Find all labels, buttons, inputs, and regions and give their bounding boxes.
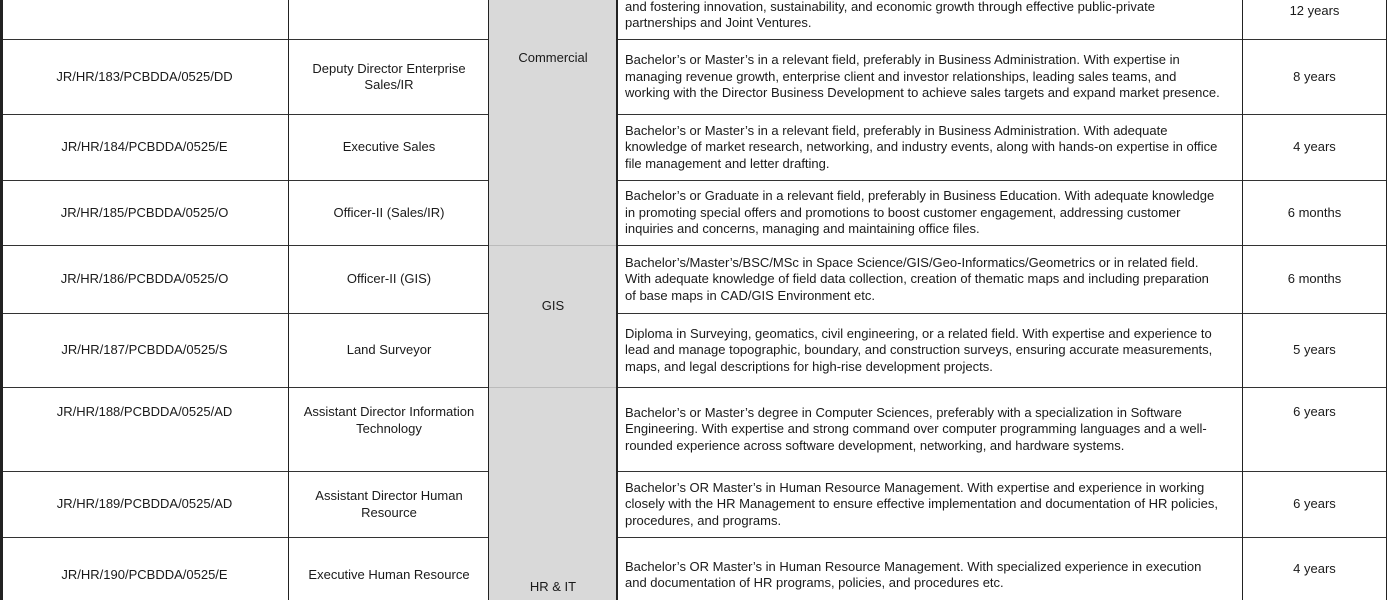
row-experience: 6 years xyxy=(1243,388,1386,472)
row-experience: 6 months xyxy=(1243,181,1386,246)
row-description: Bachelor’s OR Master’s in Human Resource Management. With specialized experience in execution and documentation of HR programs, policies, and procedures etc. xyxy=(625,558,1202,590)
table-row-partial xyxy=(0,0,489,40)
row-experience: 5 years xyxy=(1243,314,1386,388)
row-code: JR/HR/189/PCBDDA/0525/AD xyxy=(0,472,289,538)
row-code: JR/HR/187/PCBDDA/0525/S xyxy=(0,314,289,388)
department-hr-it xyxy=(489,388,617,600)
row-experience: 8 years xyxy=(1243,40,1386,115)
grid-line xyxy=(0,0,3,600)
department-label: HR & IT xyxy=(529,579,577,594)
row-description: Bachelor’s or Graduate in a relevant field, preferably in Business Education. With adequate knowledge in promoting special offers and promotions to boost customer engagement, addressing customer inquiries and concerns, managing and maintaining office files. xyxy=(617,181,1243,246)
grid-line xyxy=(1242,0,1243,600)
row-description: Bachelor’s/Master’s/BSC/MSc in Space Science/GIS/Geo-Informatics/Geometrics or in related field. With adequate knowledge of field data collection, creation of thematic maps and including preparation of base maps in CAD/GIS Environment etc. xyxy=(617,246,1243,314)
row-title: Assistant Director Information Technology xyxy=(289,388,489,472)
department-label: Commercial xyxy=(518,50,588,65)
row-title: Executive Human Resource xyxy=(308,566,470,582)
row-code: JR/HR/183/PCBDDA/0525/DD xyxy=(0,40,289,115)
row-code: JR/HR/185/PCBDDA/0525/O xyxy=(0,181,289,246)
row-code: JR/HR/184/PCBDDA/0525/E xyxy=(0,115,289,181)
row-description: and fostering innovation, sustainability, and economic growth through effective public-private partnerships and Joint Ventures. xyxy=(617,0,1243,40)
row-title: Land Surveyor xyxy=(289,314,489,388)
row-description: Diploma in Surveying, geomatics, civil engineering, or a related field. With expertise and experience to lead and manage topographic, boundary, and construction surveys, ensuring accurate measurements, maps, and legal descriptions for high-rise development projects. xyxy=(617,314,1243,388)
row-title: Deputy Director Enterprise Sales/IR xyxy=(289,40,489,115)
grid-line xyxy=(1386,0,1387,600)
department-gis xyxy=(489,246,617,388)
row-description: Bachelor’s or Master’s in a relevant field, preferably in Business Administration. With adequate knowledge of market research, networking, and industry events, along with hands-on expertise in office file management and letter drafting. xyxy=(617,115,1243,181)
row-code: JR/HR/188/PCBDDA/0525/AD xyxy=(0,388,289,472)
row-description: Bachelor’s OR Master’s in Human Resource Management. With expertise and experience in working closely with the HR Management to ensure effective implementation and documentation of HR policies, procedures, and programs. xyxy=(617,472,1243,538)
row-title: Executive Sales xyxy=(289,115,489,181)
row-experience: 6 years xyxy=(1243,472,1386,538)
row-code: JR/HR/186/PCBDDA/0525/O xyxy=(0,246,289,314)
row-title: Officer-II (GIS) xyxy=(289,246,489,314)
grid-line xyxy=(616,0,618,600)
department-label: GIS xyxy=(541,298,565,313)
row-description: Bachelor’s or Master’s degree in Computer Sciences, preferably with a specialization in Software Engineering. With expertise and strong command over computer programming languages and a well-rounded experience across software development, networking, and hardware systems. xyxy=(617,388,1243,472)
row-title: Assistant Director Human Resource xyxy=(289,472,489,538)
row-description: Bachelor’s or Master’s in a relevant field, preferably in Business Administration. With expertise in managing revenue growth, enterprise client and investor relationships, leading sales teams, and working with the Director Business Development to achieve sales targets and expand market presence. xyxy=(617,40,1243,115)
row-experience: 4 years xyxy=(1293,560,1336,576)
grid-line xyxy=(288,0,289,600)
row-experience: 12 years xyxy=(1243,0,1386,40)
grid-line xyxy=(488,0,489,600)
row-title: Officer-II (Sales/IR) xyxy=(289,181,489,246)
row-experience: 4 years xyxy=(1243,115,1386,181)
row-code: JR/HR/190/PCBDDA/0525/E xyxy=(61,566,228,582)
row-experience: 6 months xyxy=(1243,246,1386,314)
department-commercial xyxy=(489,0,617,246)
